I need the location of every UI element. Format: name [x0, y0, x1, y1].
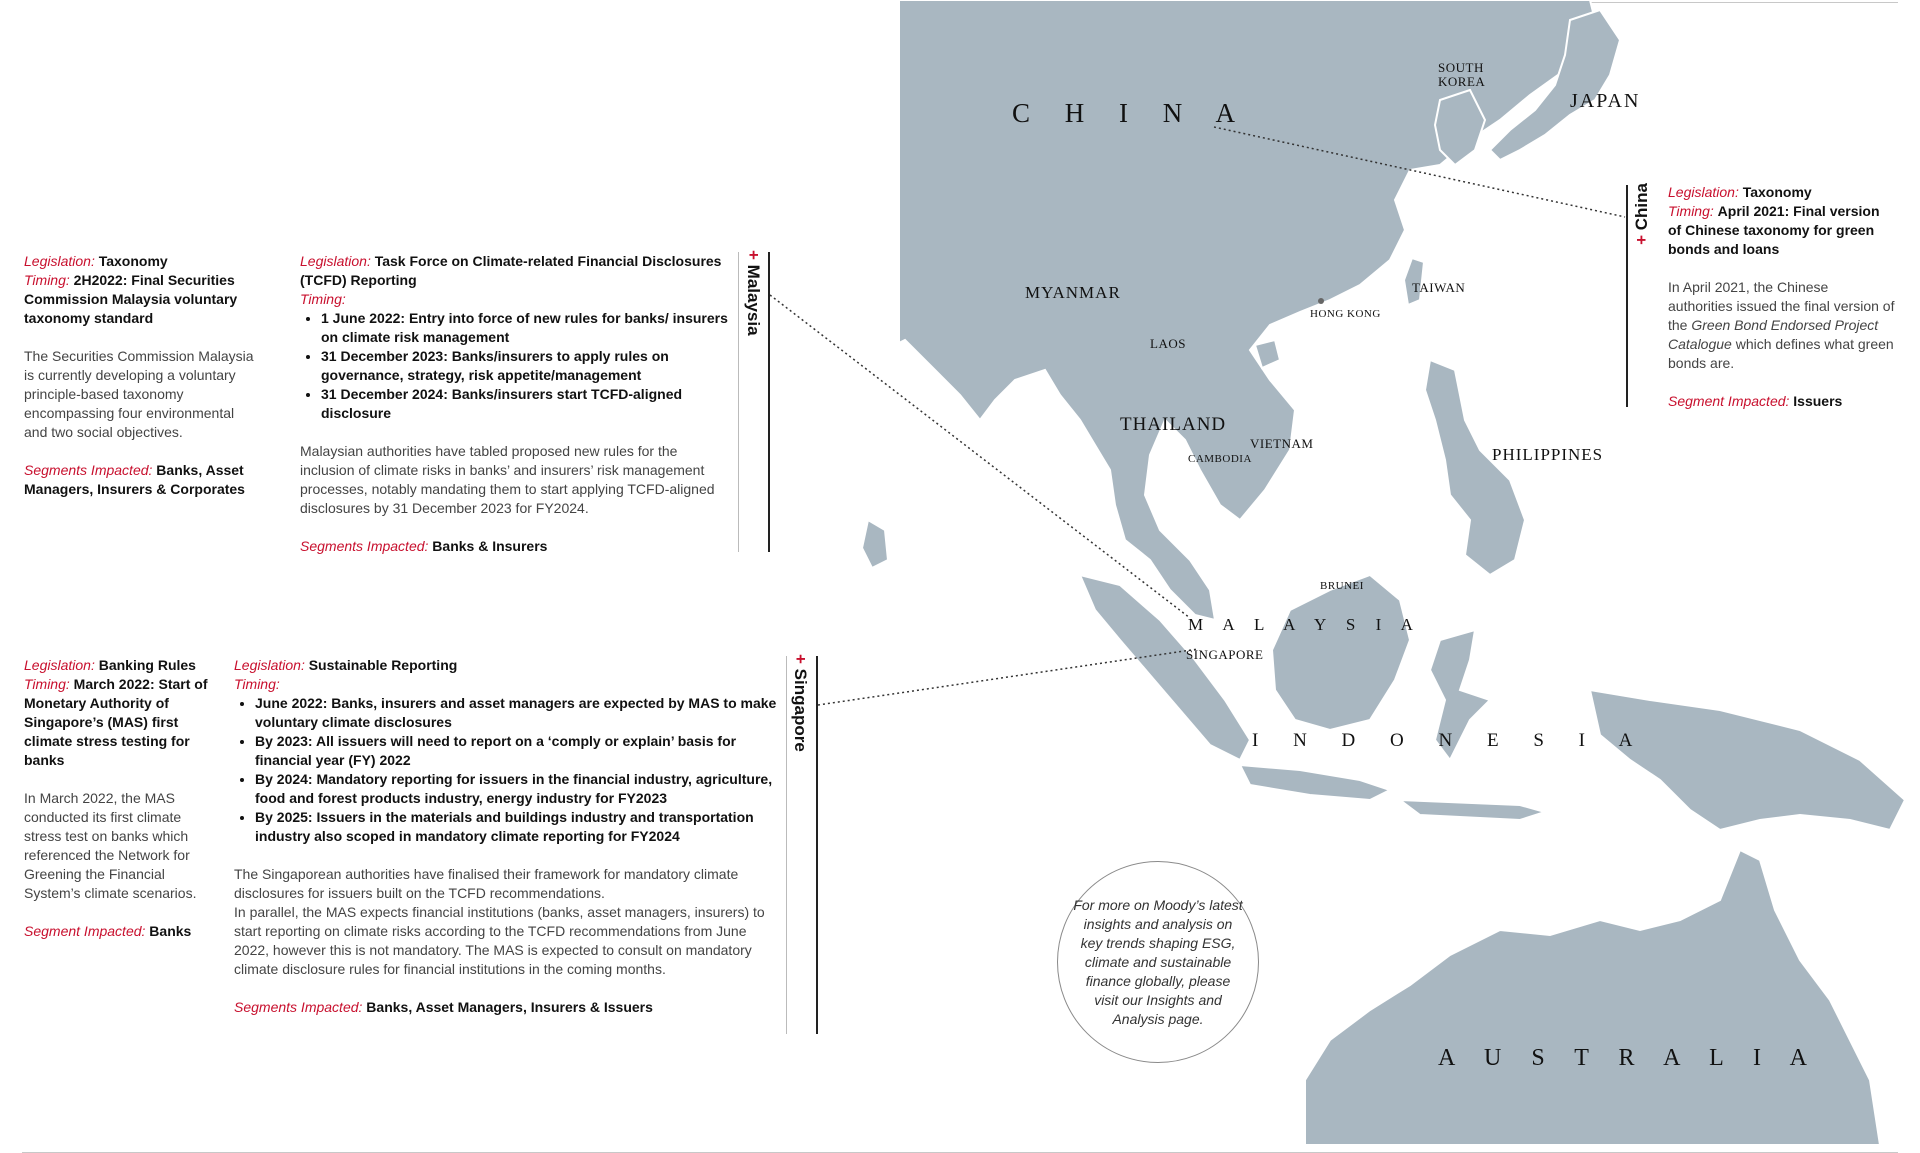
- legislation-label: Legislation:: [1668, 184, 1739, 200]
- map-label-malaysia: M A L A Y S I A: [1188, 615, 1421, 634]
- legislation-label: Legislation:: [24, 253, 95, 269]
- legislation-value: Task Force on Climate-related Financial Disclosures (TCFD) Reporting: [300, 253, 722, 288]
- list-item: • By 2025: Issuers in the materials and buildings industry and transportation industry also scoped in mandatory climate reporting for FY2024: [255, 808, 782, 846]
- malaysia-taxonomy-panel: [24, 252, 259, 499]
- map-label-thailand: THAILAND: [1120, 414, 1227, 435]
- segments-value: Banks, Asset Managers, Insurers & Corporates: [24, 462, 245, 497]
- insights-promo-circle[interactable]: [1057, 861, 1259, 1063]
- map-label-brunei: BRUNEI: [1320, 580, 1364, 592]
- sunda-islands: [1400, 800, 1545, 820]
- china-taxonomy-panel: [1668, 183, 1896, 411]
- list-item: • By 2024: Mandatory reporting for issuers in the financial industry, agriculture, food and forest products industry, energy industry for FY2023: [255, 770, 782, 808]
- segments-label: Segments Impacted:: [234, 999, 363, 1015]
- list-item: • 1 June 2022: Entry into force of new rules for banks/ insurers on climate risk management: [321, 309, 730, 347]
- singapore-title: Singapore: [791, 668, 810, 752]
- malaysia-tcfd-description: Malaysian authorities have tabled proposed new rules for the inclusion of climate risks in banks’ and insurers’ risk management processes, notably mandating them to start applying TCFD-aligned disclosures by 31 December 2023 for FY2024.: [300, 443, 715, 516]
- plus-icon: +: [1632, 234, 1651, 245]
- map-label-china: C H I N A: [1012, 98, 1250, 128]
- singapore-reporting-panel: [234, 656, 782, 1017]
- map-label-philippines: PHILIPPINES: [1492, 445, 1604, 464]
- map-label-south-korea-1: SOUTH: [1438, 60, 1484, 75]
- segments-value: Banks & Insurers: [432, 538, 548, 554]
- plus-icon: +: [744, 250, 763, 260]
- list-item: • June 2022: Banks, insurers and asset managers are expected by MAS to make voluntary climate disclosures: [255, 694, 782, 732]
- description-text: In April 2021, the Chinese authorities issued the final version of the: [1668, 279, 1895, 333]
- timing-value: April 2021: Final version of Chinese taxonomy for green bonds and loans: [1668, 203, 1880, 257]
- timing-list: [234, 694, 782, 846]
- borneo-land: [1272, 575, 1410, 730]
- singapore-banking-description: In March 2022, the MAS conducted its first climate stress test on banks which referenced the Network for Greening the Financial System’s climate scenarios.: [24, 790, 197, 901]
- australia-land: [1305, 850, 1880, 1145]
- description-text: which defines what green bonds are.: [1668, 336, 1894, 371]
- segments-label: Segments Impacted:: [300, 538, 429, 554]
- segments-label: Segments Impacted:: [24, 462, 153, 478]
- china-heading: [1632, 183, 1652, 245]
- malaysia-taxonomy-description: The Securities Commission Malaysia is currently developing a voluntary principle-based taxonomy encompassing four environmental and two social objectives.: [24, 348, 254, 440]
- singapore-banking-panel: [24, 656, 219, 941]
- timing-label: Timing:: [300, 291, 346, 307]
- map-label-indonesia: I N D O N E S I A: [1252, 730, 1648, 751]
- segments-value: Banks, Asset Managers, Insurers & Issuers: [366, 999, 653, 1015]
- segments-label: Segment Impacted:: [1668, 393, 1790, 409]
- legislation-label: Legislation:: [300, 253, 371, 269]
- sumatra-land: [1080, 575, 1250, 760]
- malaysia-tcfd-panel: [300, 252, 730, 556]
- singapore-bar: [816, 656, 818, 1034]
- map-label-cambodia: CAMBODIA: [1188, 453, 1252, 465]
- timing-label: Timing:: [1668, 203, 1714, 219]
- map-label-laos: LAOS: [1150, 336, 1186, 351]
- singapore-heading: [790, 654, 810, 752]
- malaysia-title: Malaysia: [744, 264, 763, 336]
- philippines-land: [1425, 360, 1525, 575]
- map-label-japan: JAPAN: [1570, 90, 1641, 112]
- map-label-myanmar: MYANMAR: [1025, 283, 1121, 302]
- legislation-value: Banking Rules: [98, 657, 196, 673]
- china-title: China: [1632, 183, 1651, 231]
- map-label-south-korea-2: KOREA: [1438, 74, 1486, 89]
- segments-label: Segment Impacted:: [24, 923, 146, 939]
- plus-icon: +: [791, 654, 810, 664]
- map-label-hong-kong: HONG KONG: [1310, 308, 1381, 320]
- insights-promo-text: For more on Moody’s latest insights and analysis on key trends shaping ESG, climate and sustainable finance globally, please visit our Insights and Analysis page.: [1073, 896, 1243, 1027]
- china-description: [1668, 278, 1896, 373]
- malaysia-divider: [738, 252, 739, 552]
- map-label-vietnam: VIETNAM: [1250, 436, 1314, 451]
- malaysia-heading: [743, 250, 763, 336]
- timing-list: [300, 309, 730, 423]
- timing-label: Timing:: [24, 676, 70, 692]
- map-label-singapore: SINGAPORE: [1186, 647, 1264, 662]
- map-label-australia: A U S T R A L I A: [1438, 1045, 1819, 1071]
- map-label-taiwan: TAIWAN: [1412, 280, 1466, 295]
- timing-label: Timing:: [24, 272, 70, 288]
- catalogue-title: Green Bond Endorsed Project Catalogue: [1668, 317, 1879, 352]
- segments-value: Issuers: [1793, 393, 1843, 409]
- singapore-reporting-description: [234, 865, 782, 979]
- china-bar: [1626, 185, 1628, 407]
- timing-value: 2H2022: Final Securities Commission Malaysia voluntary taxonomy standard: [24, 272, 238, 326]
- description-paragraph: The Singaporean authorities have finalised their framework for mandatory climate disclosures for issuers built on the TCFD recommendations.: [234, 866, 739, 901]
- timing-label: Timing:: [234, 676, 280, 692]
- legislation-value: Taxonomy: [98, 253, 168, 269]
- singapore-leader-line: [818, 649, 1198, 705]
- hong-kong-marker: [1318, 298, 1324, 304]
- timing-value: March 2022: Start of Monetary Authority of Singapore’s (MAS) first climate stress testing for banks: [24, 676, 208, 768]
- segments-value: Banks: [149, 923, 192, 939]
- legislation-value: Taxonomy: [1742, 184, 1812, 200]
- legislation-value: Sustainable Reporting: [308, 657, 458, 673]
- list-item: • 31 December 2024: Banks/insurers start TCFD-aligned disclosure: [321, 385, 730, 423]
- legislation-label: Legislation:: [24, 657, 95, 673]
- java-land: [1240, 765, 1390, 800]
- new-guinea-land: [1590, 690, 1905, 830]
- legislation-label: Legislation:: [234, 657, 305, 673]
- description-paragraph: In parallel, the MAS expects financial institutions (banks, asset managers, insurers) to start reporting on climate risks according to the TCFD recommendations from June 2022, however this is not mandatory. The MAS is expected to consult on mandatory climate disclosure rules for financial institutions in the coming months.: [234, 904, 765, 977]
- malaysia-bar: [768, 252, 770, 552]
- list-item: • 31 December 2023: Banks/insurers to apply rules on governance, strategy, risk appetite/management: [321, 347, 730, 385]
- list-item: • By 2023: All issuers will need to report on a ‘comply or explain’ basis for financial year (FY) 2022: [255, 732, 782, 770]
- singapore-divider: [786, 656, 787, 1034]
